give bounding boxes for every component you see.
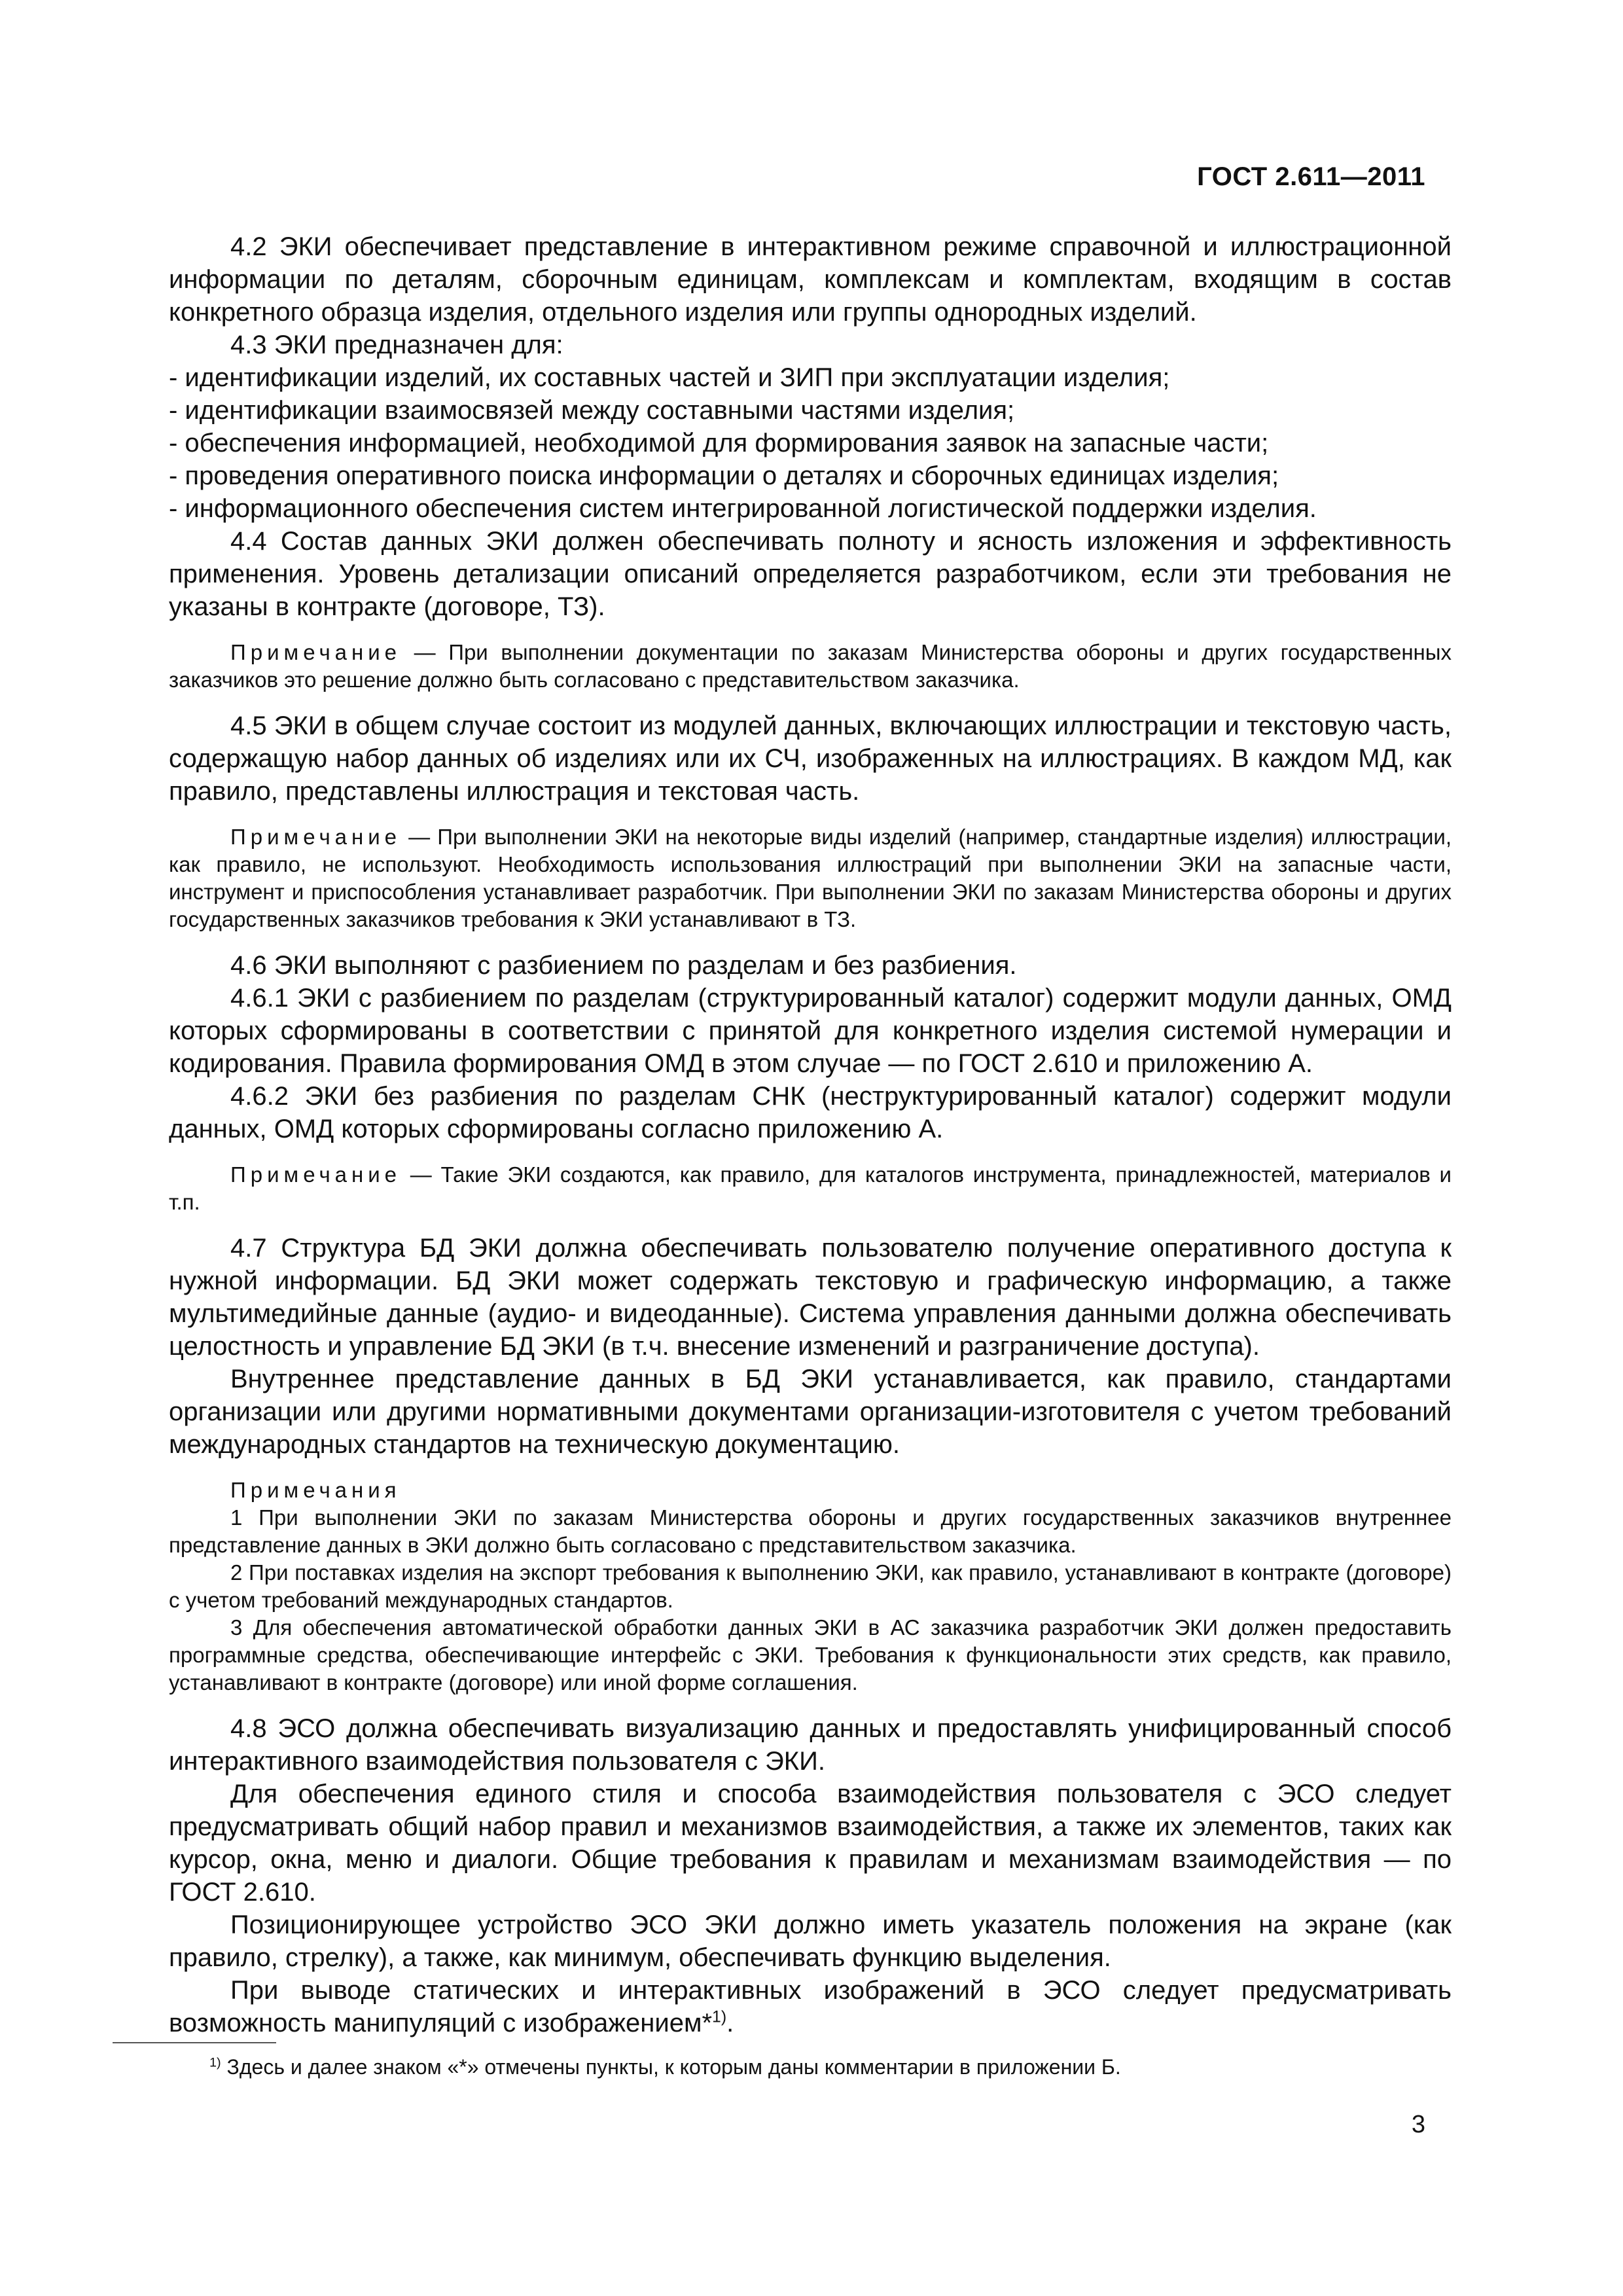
page-number: 3	[1411, 2111, 1425, 2138]
list-item: - идентификации изделий, их составных частей и ЗИП при эксплуатации изделия;	[169, 363, 1170, 392]
note-text: — Такие ЭКИ создаются, как правило, для каталогов инструмента, принадлежностей, материалов и т.п.	[169, 1162, 1452, 1214]
notes-item: 3 Для обеспечения автоматической обработки данных ЭКИ в АС заказчика разработчик ЭКИ должен предоставить программные средства, обеспечивающие интерфейс с ЭКИ. Требования к функциональности этих средств, как правило, устанавливают в контракте (договоре) или иной форме соглашения.	[169, 1615, 1452, 1695]
paragraph-4-6: 4.6 ЭКИ выполняют с разбиением по разделам и без разбиения.	[230, 951, 1017, 980]
note-3	[169, 1161, 1452, 1216]
note-label: Примечание	[230, 1162, 402, 1187]
footnote-text: Здесь и далее знаком «*» отмечены пункты, к которым даны комментарии в приложении Б.	[221, 2055, 1121, 2079]
notes-block	[169, 1477, 1452, 1696]
notes-item: 1 При выполнении ЭКИ по заказам Министерства обороны и других государственных заказчиков внутреннее представление данных в ЭКИ должно быть согласовано с представительством заказчика.	[169, 1505, 1452, 1557]
paragraph-4-5: 4.5 ЭКИ в общем случае состоит из модулей данных, включающих иллюстрации и текстовую часть, содержащую набор данных об изделиях или их СЧ, изображенных на иллюстрациях. В каждом МД, как правило, представлены иллюстрация и текстовая часть.	[169, 711, 1452, 806]
list-item: - обеспечения информацией, необходимой для формирования заявок на запасные части;	[169, 429, 1269, 457]
footnote-reference: 1)	[712, 2008, 727, 2026]
paragraph-4-3: 4.3 ЭКИ предназначен для:	[230, 331, 563, 359]
paragraph-4-6-2: 4.6.2 ЭКИ без разбиения по разделам СНК (неструктурированный каталог) содержит модули данных, ОМД которых сформированы согласно приложению А.	[169, 1082, 1452, 1143]
list-item: - проведения оперативного поиска информации о деталях и сборочных единицах изделия;	[169, 461, 1279, 490]
paragraph-4-4: 4.4 Состав данных ЭКИ должен обеспечивать полноту и ясность изложения и эффективность применения. Уровень детализации описаний определяется разработчиком, если эти требования не указаны в контракте (договоре, ТЗ).	[169, 527, 1452, 621]
footnote	[209, 2054, 1121, 2080]
paragraph-4-8-pointer: Позиционирующее устройство ЭСО ЭКИ должно иметь указатель положения на экране (как правило, стрелку), а также, как минимум, обеспечивать функцию выделения.	[169, 1910, 1452, 1972]
paragraph-4-6-1: 4.6.1 ЭКИ с разбиением по разделам (структурированный каталог) содержит модули данных, ОМД которых сформированы в соответствии с принятой для конкретного изделия системой нумерации и кодирования. Правила формирования ОМД в этом случае — по ГОСТ 2.610 и приложению А.	[169, 984, 1452, 1078]
note-1	[169, 639, 1452, 694]
paragraph-4-7-continued: Внутреннее представление данных в БД ЭКИ устанавливается, как правило, стандартами организации или другими нормативными документами организации-изготовителя с учетом требований международных стандартов на техническую документацию.	[169, 1365, 1452, 1459]
document-number: ГОСТ 2.611—2011	[1197, 162, 1425, 191]
paragraph-4-8: 4.8 ЭСО должна обеспечивать визуализацию данных и предоставлять унифицированный способ интерактивного взаимодействия пользователя с ЭКИ.	[169, 1714, 1452, 1776]
paragraph-4-8-images: При выводе статических и интерактивных изображений в ЭСО следует предусматривать возможность манипуляций с изображением*$^{1)}$.	[169, 1976, 1452, 2037]
list-item: - идентификации взаимосвязей между составными частями изделия;	[169, 396, 1015, 425]
note-label: Примечание	[230, 640, 402, 664]
list-item: - информационного обеспечения систем интегрированной логистической поддержки изделия.	[169, 494, 1317, 523]
note-label: Примечание	[230, 825, 402, 849]
note-text: — При выполнении документации по заказам Министерства обороны и других государственных заказчиков это решение должно быть согласовано с представительством заказчика.	[169, 640, 1452, 692]
note-2	[169, 823, 1452, 933]
paragraph-4-8-style: Для обеспечения единого стиля и способа взаимодействия пользователя с ЭСО следует предусматривать общий набор правил и механизмов взаимодействия, а также их элементов, таких как курсор, окна, меню и диалоги. Общие требования к правилам и механизмам взаимодействия — по ГОСТ 2.610.	[169, 1780, 1452, 1907]
footnote-marker: 1)	[209, 2055, 221, 2070]
note-text: — При выполнении ЭКИ на некоторые виды изделий (например, стандартные изделия) иллюстрации, как правило, не используют. Необходимость использования иллюстраций при выполнении ЭКИ на запасные части, инструмент и приспособления устанавливает разработчик. При выполнении ЭКИ по заказам Министерства обороны и других государственных заказчиков требования к ЭКИ устанавливают в ТЗ.	[169, 825, 1452, 931]
paragraph-4-2: 4.2 ЭКИ обеспечивает представление в интерактивном режиме справочной и иллюстрационной информации по деталям, сборочным единицам, комплексам и комплектам, входящим в состав конкретного образца изделия, отдельного изделия или группы однородных изделий.	[169, 232, 1452, 327]
notes-heading: Примечания	[230, 1478, 401, 1502]
paragraph-4-7: 4.7 Структура БД ЭКИ должна обеспечивать пользователю получение оперативного доступа к нужной информации. БД ЭКИ может содержать текстовую и графическую информацию, а также мультимедийные данные (аудио- и видеоданные). Система управления данными должна обеспечивать целостность и управление БД ЭКИ (в т.ч. внесение изменений и разграничение доступа).	[169, 1234, 1452, 1361]
footnote-divider	[113, 2042, 276, 2043]
notes-item: 2 При поставках изделия на экспорт требования к выполнению ЭКИ, как правило, устанавливают в контракте (договоре) с учетом требований международных стандартов.	[169, 1560, 1452, 1612]
main-content	[169, 230, 1452, 2039]
